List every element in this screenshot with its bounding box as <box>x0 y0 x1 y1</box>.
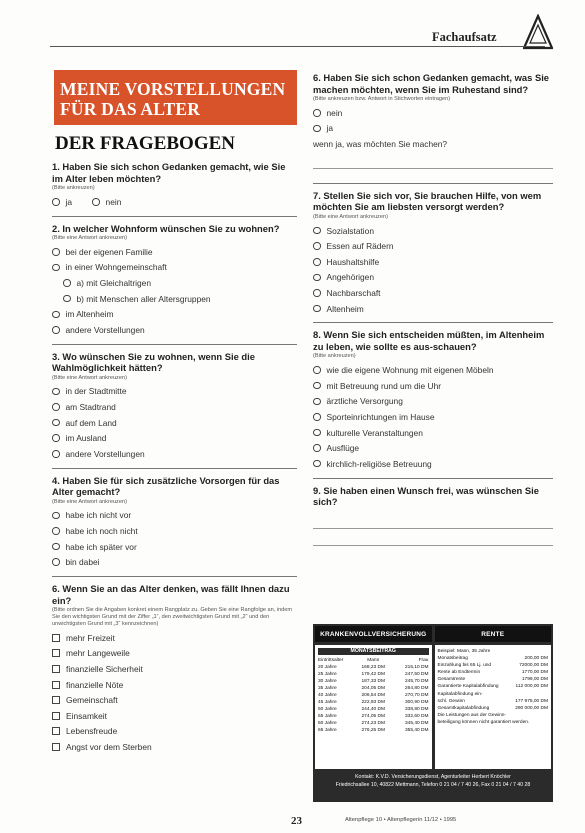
question-2 <box>52 223 297 338</box>
insurance-address: Friedrichsallee 10, 40822 Mettmann, Telefon 0 21 04 / 7 40 26, Fax 0 21 04 / 7 40 28 <box>335 782 531 788</box>
list-item: Garantierte Kapitalabfindung 112 000,00 DM <box>437 684 548 690</box>
table-row: 50 Jahre 244,40 DM 338,80 DM <box>318 707 429 713</box>
radio-icon <box>52 326 60 334</box>
radio-icon <box>52 403 60 411</box>
banner-line-1: MEINE VORSTELLUNGEN <box>60 79 286 99</box>
option[interactable]: bin dabei <box>52 554 297 570</box>
section-title: Fachaufsatz <box>432 30 497 44</box>
option[interactable]: bei der eigenen Familie <box>52 244 297 260</box>
question-instruction: (Bitte eine Antwort ankreuzen) <box>313 213 388 220</box>
option[interactable]: Sporteinrichtungen im Hause <box>313 409 553 425</box>
radio-icon <box>313 444 321 452</box>
option[interactable]: habe ich nicht vor <box>52 508 297 524</box>
divider <box>313 183 553 184</box>
option-nein[interactable]: nein <box>92 194 121 210</box>
radio-icon <box>313 305 321 313</box>
option[interactable]: Essen auf Rädern <box>313 238 553 254</box>
question-text: 2. In welcher Wohnform wünschen Sie zu wohnen? <box>52 222 280 234</box>
premium-table-title: MONATSBEITRAG <box>318 648 429 655</box>
title-banner <box>54 70 297 125</box>
radio-icon <box>52 388 60 396</box>
left-column <box>52 70 297 755</box>
table-header: Eintrittsalter Mann Frau <box>318 657 429 663</box>
checkbox-icon <box>52 727 60 735</box>
list-item: beteiligung können nicht garantiert werden. <box>437 719 530 725</box>
option[interactable]: Lebensfreude <box>52 724 297 740</box>
table-row: 30 Jahre 187,33 DM 245,70 DM <box>318 678 429 684</box>
option[interactable]: im Altenheim <box>52 306 297 322</box>
list-item: Rente ab Endtermin 1770,00 DM <box>437 670 548 676</box>
option[interactable]: Sozialstation <box>313 223 553 239</box>
insurance-ad <box>313 624 553 802</box>
question-1 <box>52 161 297 210</box>
right-column <box>313 70 553 546</box>
option[interactable]: finanzielle Sicherheit <box>52 661 297 677</box>
option[interactable]: mit Betreuung rund um die Uhr <box>313 378 553 394</box>
question-text: 9. Sie haben einen Wunsch frei, was wünschen Sie sich? <box>313 484 539 507</box>
checkbox-icon <box>52 634 60 642</box>
option[interactable]: andere Vorstellungen <box>52 322 297 338</box>
followup-text: wenn ja, was möchten Sie machen? <box>313 138 448 149</box>
footer-source: Altenpflege 10 • Altenpflegerin 11/12 • 1995 <box>345 817 457 823</box>
radio-icon <box>52 419 60 427</box>
question-instruction: (Bitte eine Antwort ankreuzen) <box>52 498 127 505</box>
radio-icon <box>313 258 321 266</box>
question-9 <box>313 485 553 546</box>
question-text: 8. Wenn Sie sich entscheiden müßten, im Altenheim zu leben, wie sollte es aus-schauen? <box>313 329 545 352</box>
list-item: Die Leistungen aus der Gewinn- <box>437 712 507 718</box>
radio-icon <box>313 398 321 406</box>
divider <box>313 478 553 479</box>
radio-icon <box>52 512 60 520</box>
checkbox-icon <box>52 665 60 673</box>
radio-icon <box>313 242 321 250</box>
option[interactable]: Angst vor dem Sterben <box>52 739 297 755</box>
checkbox-icon <box>52 649 60 657</box>
radio-icon <box>52 264 60 272</box>
option[interactable]: am Stadtrand <box>52 399 297 415</box>
question-instruction: (Bitte eine Antwort ankreuzen) <box>52 235 127 242</box>
option[interactable]: finanzielle Nöte <box>52 677 297 693</box>
option[interactable]: in einer Wohngemeinschaft <box>52 260 297 276</box>
option[interactable]: Altenheim <box>313 301 553 317</box>
option[interactable]: Einsamkeit <box>52 708 297 724</box>
option[interactable]: habe ich noch nicht <box>52 523 297 539</box>
radio-icon <box>52 527 60 535</box>
divider <box>52 576 297 577</box>
question-text: 4. Haben Sie für sich zusätzliche Vorsorgen für das Alter gemacht? <box>52 474 280 498</box>
question-text: 7. Stellen Sie sich vor, Sie brauchen Hilfe, von wem möchten Sie am liebsten versorgt werden? <box>313 189 542 213</box>
table-row: 65 Jahre 276,25 DM 355,40 DM <box>318 728 429 734</box>
checkbox-icon <box>52 696 60 704</box>
radio-icon <box>52 543 60 551</box>
radio-icon <box>52 450 60 458</box>
option[interactable]: kirchlich-religiöse Betreuung <box>313 456 553 472</box>
triangle-logo-icon <box>523 14 553 50</box>
insurance-contact: Kontakt: K.V.D. Versicherungsdienst, Agenturleiter Herbert Knöchler <box>355 774 511 780</box>
question-text: 6. Haben Sie sich schon Gedanken gemacht, was Sie machen möchten, wenn Sie im Ruhestand sind? <box>313 72 550 95</box>
option-ja[interactable]: ja <box>52 194 72 210</box>
question-3 <box>52 351 297 462</box>
list-item: Gesamtkapitalabfindung 290 000,00 DM <box>437 705 548 711</box>
checkbox-icon <box>52 743 60 751</box>
divider <box>313 322 553 323</box>
answer-line[interactable] <box>313 545 553 546</box>
radio-icon <box>52 434 60 442</box>
insurance-right-title: RENTE <box>435 626 552 642</box>
question-text: 1. Haben Sie sich schon Gedanken gemacht, wie Sie im Alter leben möchten? <box>52 161 286 184</box>
answer-line[interactable] <box>313 528 553 529</box>
option[interactable]: ärztliche Versorgung <box>313 394 553 410</box>
question-text: 3. Wo wünschen Sie zu wohnen, wenn Sie die Wahlmöglichkeit hätten? <box>52 350 255 374</box>
divider <box>52 468 297 469</box>
divider <box>52 216 297 217</box>
checkbox-icon <box>52 712 60 720</box>
option[interactable]: Nachbarschaft <box>313 285 553 301</box>
option[interactable]: Haushaltshilfe <box>313 254 553 270</box>
header-rule <box>50 46 545 47</box>
option[interactable]: mehr Freizeit <box>52 630 297 646</box>
option[interactable]: Gemeinschaft <box>52 692 297 708</box>
option[interactable]: in der Stadtmitte <box>52 384 297 400</box>
option[interactable]: habe ich später vor <box>52 539 297 555</box>
radio-icon <box>313 109 321 117</box>
list-item: Beispiel: Mann, 35 Jahre <box>437 649 491 654</box>
radio-icon <box>52 198 60 206</box>
question-instruction: (Bitte ankreuzen) <box>52 185 95 191</box>
option-ja[interactable]: ja <box>313 121 553 137</box>
list-item: Monatsbeitrag 200,00 DM <box>437 656 548 662</box>
divider <box>52 344 297 345</box>
question-instruction: (Bitte ordnen Sie die Angaben konkret einem Rangplatz zu. Geben Sie eine Rangfolge an, indem Sie den wichtigsten Grund mit der Ziffer „1“, den zweitwichtigsten Grund mit „2“ und den unwichtigsten Grund mit „3“ kennzeichnen) <box>52 607 293 627</box>
option[interactable]: Ausflüge <box>313 440 553 456</box>
radio-icon <box>63 279 71 287</box>
radio-icon <box>313 274 321 282</box>
table-row: 60 Jahre 274,23 DM 345,40 DM <box>318 721 429 727</box>
question-6b <box>313 72 553 169</box>
radio-icon <box>52 558 60 566</box>
radio-icon <box>63 295 71 303</box>
question-instruction: (Bitte ankreuzen bzw. Antwort in Stichworten eintragen) <box>313 96 451 102</box>
option[interactable]: andere Vorstellungen <box>52 446 297 462</box>
table-row: 35 Jahre 204,05 DM 264,80 DM <box>318 685 429 691</box>
question-instruction: (Bitte eine Antwort ankreuzen) <box>52 374 127 381</box>
question-6a <box>52 583 297 755</box>
list-item: Gesamtrente 1799,00 DM <box>437 677 548 683</box>
list-item: schl. Gewinn 177 975,00 DM <box>437 698 548 704</box>
question-text: 6. Wenn Sie an das Alter denken, was fällt Ihnen dazu ein? <box>52 583 290 606</box>
table-row: 25 Jahre 179,42 DM 247,50 DM <box>318 671 429 677</box>
radio-icon <box>313 460 321 468</box>
list-item: Kapitalabfindung ein- <box>437 691 483 697</box>
radio-icon <box>313 227 321 235</box>
table-row: 40 Jahre 206,54 DM 270,70 DM <box>318 692 429 698</box>
radio-icon <box>313 289 321 297</box>
table-row: 20 Jahre 168,23 DM 215,10 DM <box>318 664 429 670</box>
option[interactable]: mehr Langeweile <box>52 646 297 662</box>
option[interactable]: b) mit Menschen aller Altersgruppen <box>52 291 297 307</box>
option[interactable]: kulturelle Veranstaltungen <box>313 425 553 441</box>
question-8 <box>313 329 553 471</box>
pension-example <box>435 645 552 769</box>
radio-icon <box>52 311 60 319</box>
banner-line-2: FÜR DAS ALTER <box>60 99 201 119</box>
radio-icon <box>313 366 321 374</box>
page-number: 23 <box>291 815 302 827</box>
answer-line[interactable] <box>313 168 553 169</box>
list-item: Einzahlung bis 65 Lj. und 72000,00 DM <box>437 663 548 669</box>
radio-icon <box>92 198 100 206</box>
table-row: 45 Jahre 222,93 DM 300,90 DM <box>318 700 429 706</box>
option[interactable]: im Ausland <box>52 430 297 446</box>
radio-icon <box>313 429 321 437</box>
radio-icon <box>52 248 60 256</box>
radio-icon <box>313 382 321 390</box>
checkbox-icon <box>52 681 60 689</box>
option[interactable]: Angehörigen <box>313 270 553 286</box>
radio-icon <box>313 413 321 421</box>
radio-icon <box>313 125 321 133</box>
question-7 <box>313 190 553 317</box>
page-title: DER FRAGEBOGEN <box>55 133 235 154</box>
option[interactable]: auf dem Land <box>52 415 297 431</box>
option[interactable]: wie die eigene Wohnung mit eigenen Möbeln <box>313 362 553 378</box>
insurance-left-title: KRANKENVOLLVERSICHERUNG <box>315 626 432 642</box>
page-footer <box>0 812 585 828</box>
table-row: 55 Jahre 274,05 DM 332,60 DM <box>318 714 429 720</box>
option[interactable]: a) mit Gleichaltrigen <box>52 275 297 291</box>
option-nein[interactable]: nein <box>313 105 553 121</box>
question-instruction: (Bitte ankreuzen) <box>313 353 356 360</box>
question-4 <box>52 475 297 570</box>
premium-table <box>315 645 432 769</box>
